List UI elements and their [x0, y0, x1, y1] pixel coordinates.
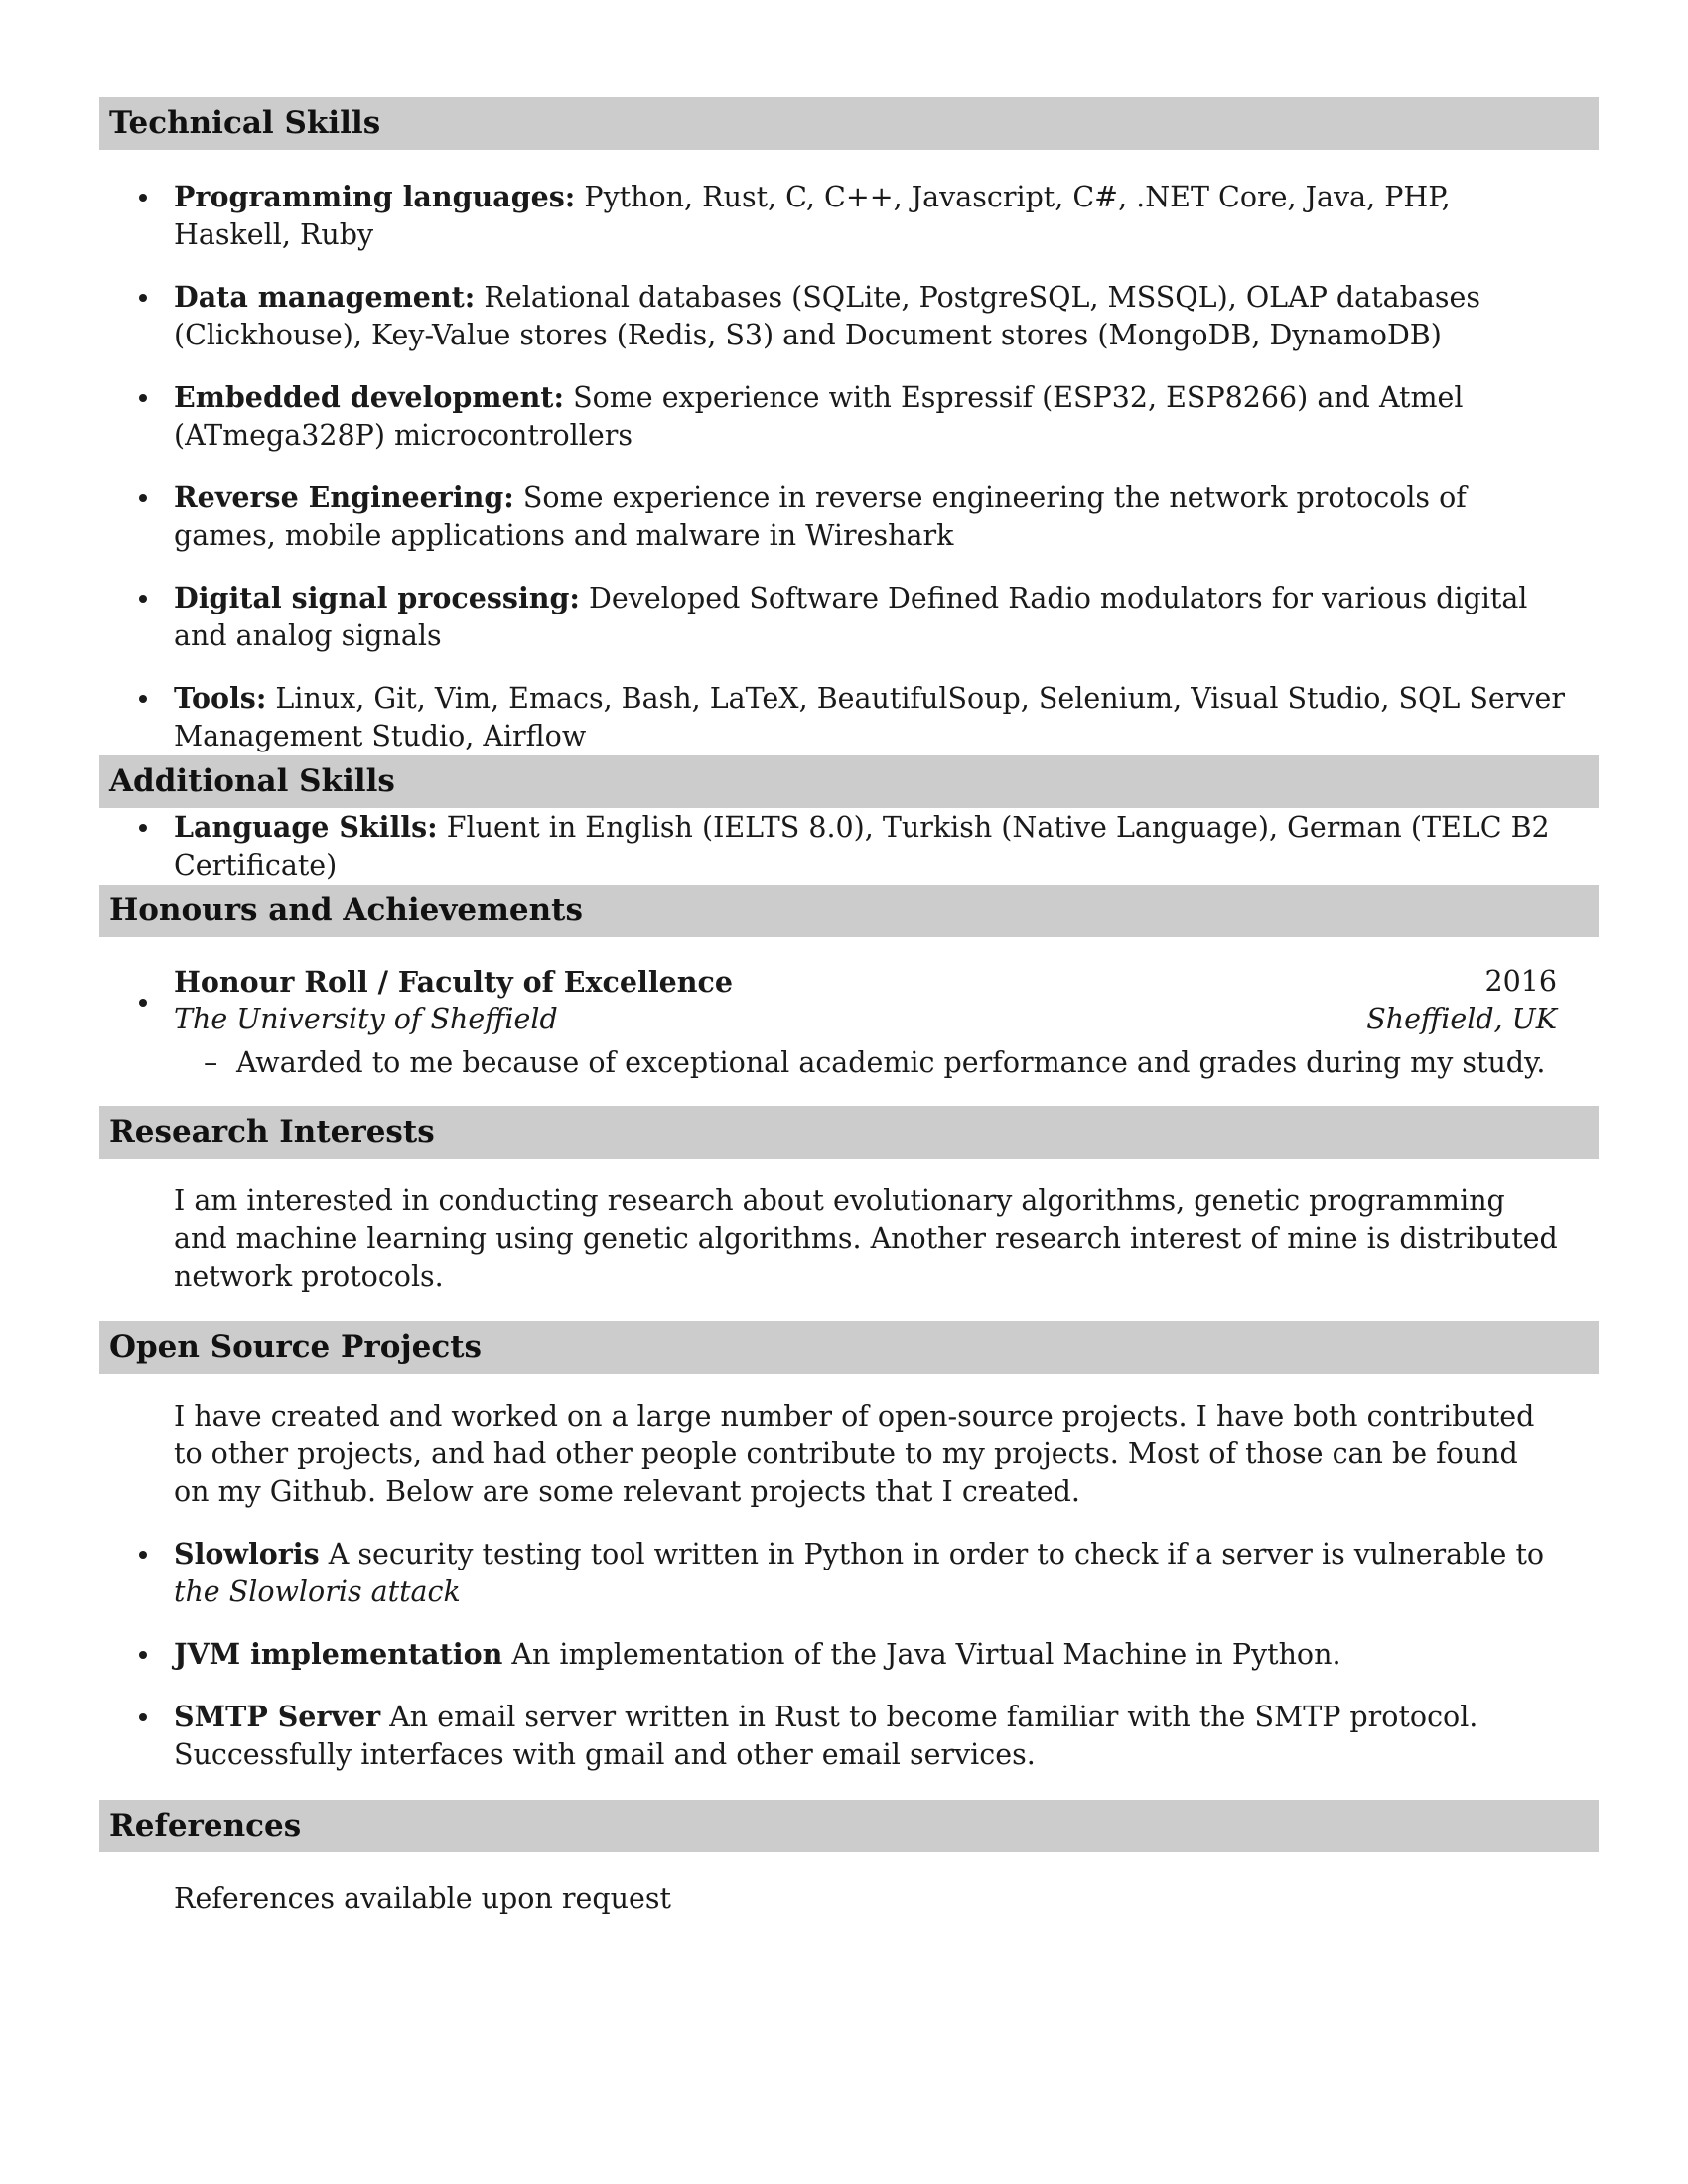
resume-content [99, 97, 1599, 1918]
honour-title: Honour Roll / Faculty of Excellence [174, 965, 734, 999]
section-heading: Open Source Projects [99, 1321, 1599, 1374]
skill-text: Relational databases (SQLite, PostgreSQL, MSSQL), OLAP databases (Clickhouse), Key-Value stores (Redis, S3) and Document stores (MongoDB, DynamoDB) [174, 281, 1480, 351]
bullet-icon [139, 294, 147, 302]
open-source-intro: I have created and worked on a large number of open-source projects. I have both contributed to other projects, and had other people contribute to my projects. Most of those can be found on my Github. Below are some relevant projects that I created. [174, 1400, 1535, 1508]
skill-label: Digital signal processing: [174, 581, 580, 614]
bullet-icon [139, 194, 147, 202]
skill-label: Language Skills: [174, 810, 438, 844]
skill-item [99, 378, 1599, 455]
project-text: An email server written in Rust to become familiar with the SMTP protocol. Successfully interfaces with gmail and other email services. [174, 1701, 1478, 1771]
section-heading: Additional Skills [99, 755, 1599, 808]
skill-label: Programming languages: [174, 180, 576, 213]
additional-skills-section [99, 755, 1599, 885]
skill-item [99, 679, 1599, 755]
section-heading: Honours and Achievements [99, 885, 1599, 937]
skill-text: Linux, Git, Vim, Emacs, Bash, LaTeX, BeautifulSoup, Selenium, Visual Studio, SQL Server Management Studio, Airflow [174, 682, 1565, 752]
honour-year: 2016 [1484, 965, 1557, 998]
honours-section [99, 885, 1599, 1106]
skill-label: Tools: [174, 681, 267, 715]
dash-icon: – [204, 1046, 218, 1079]
bullet-icon [139, 1713, 147, 1721]
skill-item [99, 478, 1599, 555]
project-list [99, 1535, 1599, 1774]
bullet-icon [139, 1651, 147, 1659]
skill-label: Data management: [174, 280, 476, 314]
bullet-icon [139, 394, 147, 402]
section-heading: Technical Skills [99, 97, 1599, 150]
skill-item [99, 808, 1599, 885]
project-item [99, 1535, 1599, 1611]
skill-label: Reverse Engineering: [174, 480, 514, 514]
project-name: SMTP Server [174, 1700, 381, 1733]
bullet-icon [139, 824, 147, 832]
bullet-icon [139, 999, 147, 1007]
skill-label: Embedded development: [174, 380, 564, 414]
open-source-section [99, 1321, 1599, 1800]
skill-text: Fluent in English (IELTS 8.0), Turkish (Native Language), German (TELC B2 Certificate) [174, 811, 1550, 882]
project-name: JVM implementation [174, 1637, 503, 1671]
bullet-icon [139, 695, 147, 703]
project-item [99, 1698, 1599, 1774]
technical-skills-list [99, 178, 1599, 755]
additional-skills-list [99, 808, 1599, 885]
skill-text: Some experience with Espressif (ESP32, ESP8266) and Atmel (ATmega328P) microcontrollers [174, 381, 1464, 452]
project-item [99, 1635, 1599, 1674]
project-text: A security testing tool written in Python in order to check if a server is vulnerable to [328, 1538, 1545, 1570]
honour-entry [99, 963, 1599, 1038]
skill-item [99, 178, 1599, 254]
honour-institution-row [174, 1001, 1557, 1038]
skill-item [99, 278, 1599, 354]
honour-title-row [174, 963, 1557, 1001]
skill-item [99, 579, 1599, 655]
honour-institution: The University of Sheffield [174, 1003, 558, 1035]
skill-text: Python, Rust, C, C++, Javascript, C#, .NET Core, Java, PHP, Haskell, Ruby [174, 181, 1451, 251]
section-heading: Research Interests [99, 1106, 1599, 1159]
honours-list [99, 937, 1599, 1106]
section-heading: References [99, 1800, 1599, 1852]
open-source-body [99, 1374, 1599, 1800]
references-section [99, 1800, 1599, 1918]
honour-detail [99, 1044, 1599, 1082]
skill-text: Some experience in reverse engineering the network protocols of games, mobile applications and malware in Wireshark [174, 481, 1467, 552]
project-emphasis: the Slowloris attack [174, 1575, 461, 1608]
technical-skills-section [99, 97, 1599, 755]
honour-location: Sheffield, UK [1366, 1003, 1557, 1035]
bullet-icon [139, 1551, 147, 1559]
honour-detail-text: Awarded to me because of exceptional academic performance and grades during my study. [236, 1046, 1546, 1079]
bullet-icon [139, 595, 147, 603]
project-name: Slowloris [174, 1537, 320, 1570]
research-section [99, 1106, 1599, 1321]
project-text: An implementation of the Java Virtual Machine in Python. [511, 1638, 1341, 1671]
bullet-icon [139, 494, 147, 502]
research-text: I am interested in conducting research about evolutionary algorithms, genetic programming and machine learning using genetic algorithms. Another research interest of mine is distributed network protocols. [174, 1184, 1558, 1293]
references-text: References available upon request [174, 1882, 671, 1915]
skill-text: Developed Software Defined Radio modulators for various digital and analog signals [174, 582, 1528, 652]
